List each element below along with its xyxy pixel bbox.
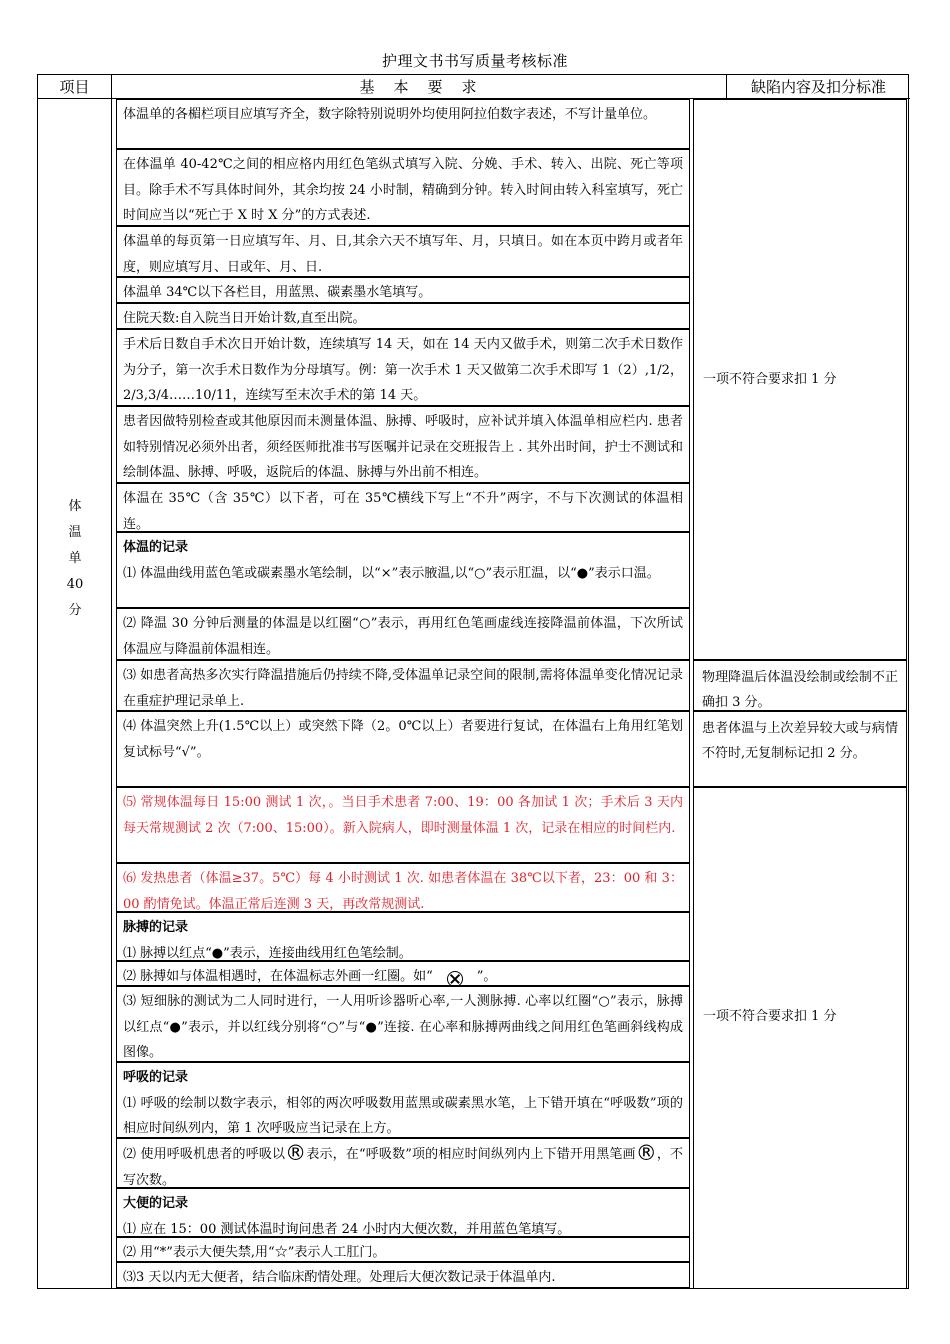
deduction-cell: 患者体温与上次差异较大或与病情不符时,无复制标记扣 2 分。 (693, 711, 907, 787)
requirement-row: 患者因做特别检查或其他原因而未测量体温、脉搏、呼吸时，应补试并填入体温单相应栏内. 患者如特别情况必须外出者，须经医师批准书写医嘱并记录在交班报告上 . 其外出时间，护士不测试和绘制体温、脉搏、呼吸，返院后的体温、脉搏与外出前不相连。 (116, 406, 690, 483)
deduction-cell: 一项不符合要求扣 1 分 (693, 99, 907, 660)
header-deduction: 缺陷内容及扣分标准 (727, 75, 910, 99)
requirement-row-red: ⑸ 常规体温每日 15:00 测试 1 次，。当日手术患者 7:00、19：00 各加试 1 次；手术后 3 天内每天常规测试 2 次（7:00、15:00）。新入院病人，即时测量体温 1 次，记录在相应的时间栏内. (116, 787, 690, 863)
requirement-row: 体温单的每页第一日应填写年、月、日,其余六天不填写年、月，只填日。如在本页中跨月或者年度，则应填写月、日或年、月、日. (116, 226, 690, 277)
deduction-cell: 物理降温后体温没绘制或绘制不正确扣 3 分。 (693, 660, 907, 711)
requirement-row: ⑵ 降温 30 分钟后测量的体温是以红圈“○”表示，再用红色笔画虚线连接降温前体温，下次所试体温应与降温前体温相连。 (116, 608, 690, 660)
requirement-row: 体温单的各楣栏项目应填写齐全，数字除特别说明外均使用阿拉伯数字表述，不写计量单位。 (116, 99, 690, 149)
requirement-row: 住院天数:自入院当日开始计数,直至出院。 (116, 303, 690, 329)
section-heading-stool: 大便的记录 (123, 1196, 189, 1211)
section-heading-temp: 体温的记录 (123, 540, 189, 555)
requirement-row-red: ⑹ 发热患者（体温≥37。5℃）每 4 小时测试 1 次. 如患者体温在 38℃以下者，23：00 和 3：00 酌情免试。体温正常后连测 3 天，再改常规测试. (116, 863, 690, 912)
requirement-row: ⑶ 短细脉的测试为二人同时进行，一人用听诊器听心率,一人测脉搏. 心率以红圈“○”表示，脉搏以红点“●”表示，并以红线分别将“○”与“●”连接. 在心率和脉搏两曲线之间用红色笔画斜线构成图像。 (116, 986, 690, 1062)
section-heading-resp: 呼吸的记录 (123, 1070, 189, 1085)
deduction-cell: 一项不符合要求扣 1 分 (693, 787, 907, 1289)
requirement-row: ⑶3 天以内无大便者，结合临床酌情处理。处理后大便次数记录于体温单内. (116, 1262, 690, 1288)
requirement-row: 体温的记录 ⑴ 体温曲线用蓝色笔或碳素墨水笔绘制，以“×”表示腋温,以“○”表示肛温，以“●”表示口温。 (116, 532, 690, 608)
requirement-row: ⑵ 用“*”表示大便失禁,用“☆”表示人工肛门。 (116, 1237, 690, 1262)
requirement-row: 大便的记录 ⑴ 应在 15：00 测试体温时询问患者 24 小时内大便次数，并用蓝色笔填写。 (116, 1188, 690, 1237)
requirement-row: 体温单 34℃以下各栏目，用蓝黑、碳素墨水笔填写。 (116, 277, 690, 303)
circled-x-icon (447, 971, 463, 987)
section-heading-pulse: 脉搏的记录 (123, 920, 189, 935)
registered-r-icon: ® (635, 1141, 657, 1165)
item-column (38, 99, 112, 1289)
standards-table (37, 74, 909, 1289)
requirement-row: ⑵ 脉搏如与体温相遇时，在体温标志外画一红圈。如“ ”。 (116, 961, 690, 986)
requirement-row: 在体温单 40-42℃之间的相应格内用红色笔纵式填写入院、分娩、手术、转入、出院、死亡等项目。除手术不写具体时间外，其余均按 24 小时制，精确到分钟。转入时间由转入科室填写，死亡时间应当以“死亡于 X 时 X 分”的方式表述. (116, 149, 690, 226)
requirement-row: 呼吸的记录 ⑴ 呼吸的绘制以数字表示，相邻的两次呼吸数用蓝黑或碳素黑水笔，上下错开填在“呼吸数”项的相应时间纵列内，第 1 次呼吸应当记录在上方。 (116, 1062, 690, 1138)
header-item: 项目 (38, 75, 112, 99)
requirement-row: 脉搏的记录 ⑴ 脉搏以红点“●”表示，连接曲线用红色笔绘制。 (116, 912, 690, 961)
registered-r-icon: ® (285, 1141, 307, 1165)
item-label: 体 温 单 40 分 (66, 499, 84, 618)
requirement-row: ⑷ 体温突然上升(1.5℃以上）或突然下降（2。0℃以上）者要进行复试，在体温右上角用红笔划复试标号“√”。 (116, 711, 690, 787)
header-requirement: 基 本 要 求 (112, 75, 727, 99)
requirement-row: 体温在 35℃（含 35℃）以下者，可在 35℃横线下写上“不升”两字，不与下次测试的体温相连。 (116, 483, 690, 532)
requirement-row: ⑵ 使用呼吸机患者的呼吸以®表示，在“呼吸数”项的相应时间纵列内上下错开用黑笔画®，不写次数。 (116, 1138, 690, 1188)
requirement-row: ⑶ 如患者高热多次实行降温措施后仍持续不降,受体温单记录空间的限制,需将体温单变化情况记录在重症护理记录单上. (116, 660, 690, 711)
requirement-row: 手术后日数自手术次日开始计数，连续填写 14 天，如在 14 天内又做手术，则第二次手术日数作为分子，第一次手术日数作为分母填写。例：第一次手术 1 天又做第二次手术即写 1（2）,1/2，2/3,3/4……10/11，连续写至末次手术的第 14 天。 (116, 329, 690, 406)
page-title: 护理文书书写质量考核标准 (381, 52, 568, 70)
